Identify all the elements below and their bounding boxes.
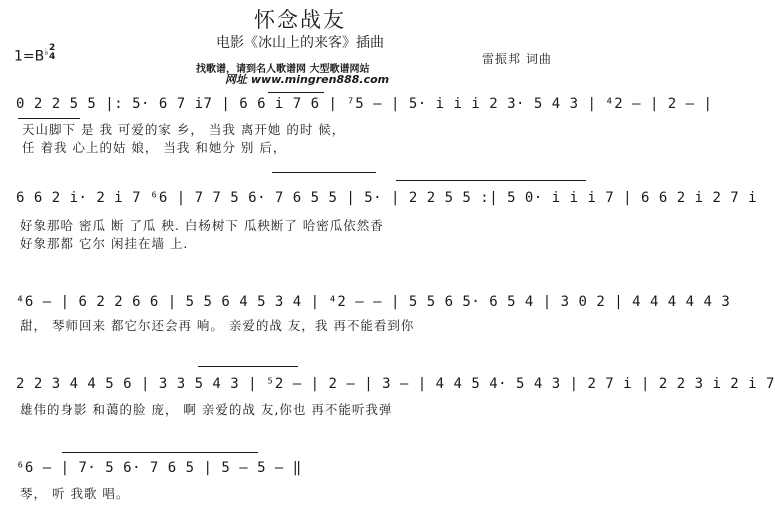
composer-credit: 雷振邦 词曲 xyxy=(482,52,552,66)
song-title: 怀念战友 xyxy=(254,8,346,32)
score-row-4-lyrics-1: 雄伟的身影 和蔼的脸 庞， 啊 亲爱的战 友,你也 再不能听我弹 xyxy=(20,402,393,417)
score-row-2-lyrics-1: 好象那哈 密瓜 断 了瓜 秧. 白杨树下 瓜秧断了 哈密瓜依然香 xyxy=(20,218,384,233)
watermark-line-2: 网址 www.mingren888.com xyxy=(225,73,390,86)
score-row-1-lyrics-2: 任 着我 心上的姑 娘， 当我 和她分 别 后， xyxy=(22,140,287,155)
song-subtitle: 电影《冰山上的来客》插曲 xyxy=(216,35,384,51)
slur-line xyxy=(396,180,586,181)
watermark-line-1: 找歌谱，请到名人歌谱网 大型歌谱网站 xyxy=(196,64,370,75)
score-row-1-lyrics-1: 天山脚下 是 我 可爱的家 乡， 当我 离开她 的时 候， xyxy=(22,122,346,137)
time-signature xyxy=(49,44,55,62)
slur-line xyxy=(198,366,298,367)
beam-line xyxy=(18,118,80,119)
score-row-4-notes: 2 2 3 4 4 5 6 | 3 3 5 4 3 | ⁵2 — | 2 — | 3 — | 4 4 5 4· 5 4 3 | 2 7 i | 2 2 3 i 2 i 7 xyxy=(16,376,775,392)
key-flat: ♭ xyxy=(44,48,49,58)
score-row-1-notes: 0 2 2 5 5 |: 5· 6 7 i7 | 6 6 i 7 6 | ⁷5 — | 5· i i i 2 3· 5 4 3 | ⁴2 — | 2 — | xyxy=(16,96,713,112)
meter-top: 2 xyxy=(49,43,56,53)
score-row-2-lyrics-2: 好象那都 它尔 闲挂在墙 上. xyxy=(20,236,189,251)
meter-bottom: 4 xyxy=(49,52,56,62)
slur-line xyxy=(272,172,376,173)
key-signature xyxy=(14,48,49,65)
slur-line xyxy=(62,452,258,453)
score-row-3-notes: ⁴6 — | 6 2 2 6 6 | 5 5 6 4 5 3 4 | ⁴2 — — | 5 5 6 5· 6 5 4 | 3 0 2 | 4 4 4 4 4 3 xyxy=(16,294,731,310)
score-row-5-lyrics-1: 琴， 听 我歌 唱。 xyxy=(20,486,130,501)
score-row-5-notes: ⁶6 — | 7· 5 6· 7 6 5 | 5 — 5 — ‖ xyxy=(16,460,302,476)
key-label: 1=B xyxy=(14,48,45,65)
slur-line xyxy=(268,92,324,93)
score-row-3-lyrics-1: 甜， 琴师回来 都它尔还会再 响。 亲爱的战 友，我 再不能看到你 xyxy=(20,318,415,333)
score-row-2-notes: 6 6 2 i· 2 i 7 ⁶6 | 7 7 5 6· 7 6 5 5 | 5· | 2 2 5 5 :| 5 0· i i i 7 | 6 6 2 i 2 7 i xyxy=(16,190,758,206)
